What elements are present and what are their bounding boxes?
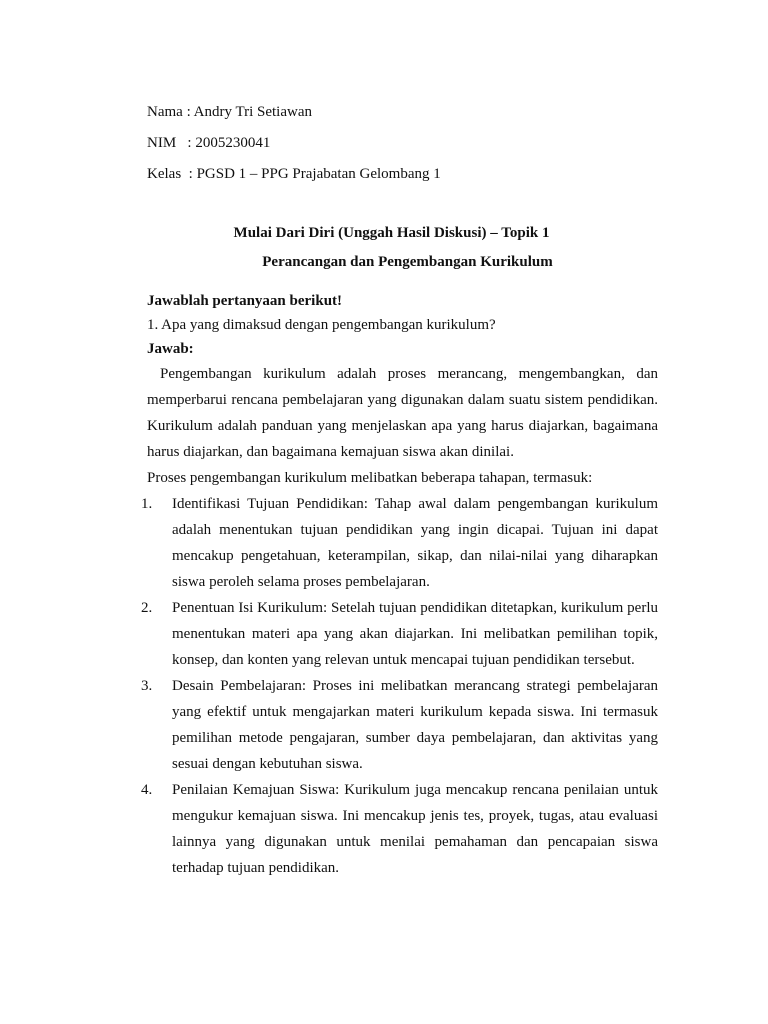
instruction-heading: Jawablah pertanyaan berikut! xyxy=(147,293,343,309)
answer-paragraph: Pengembangan kurikulum adalah proses merancang, mengembangkan, dan memperbarui rencana pembelajaran yang digunakan dalam suatu sistem pendidikan. Kurikulum adalah panduan yang menjelaskan apa yang harus diajarkan, bagaimana harus diajarkan, dan bagaimana kemajuan siswa akan dinilai. xyxy=(147,366,658,460)
list-item-text: Identifikasi Tujuan Pendidikan: Tahap awal dalam pengembangan kurikulum adalah menentukan tujuan pendidikan yang ingin dicapai. Tujuan ini dapat mencakup pengetahuan, keterampilan, sikap, dan nilai-nilai yang diharapkan siswa peroleh selama proses pembelajaran. xyxy=(172,496,658,590)
student-class: Kelas : PGSD 1 – PPG Prajabatan Gelombang 1 xyxy=(147,166,441,182)
student-info xyxy=(147,100,658,186)
student-name: Nama : Andry Tri Setiawan xyxy=(147,104,312,120)
list-item-number: 4. xyxy=(141,782,153,798)
list-item xyxy=(141,673,658,777)
list-item-text: Penilaian Kemajuan Siswa: Kurikulum juga mencakup rencana penilaian untuk mengukur kemajuan siswa. Ini mencakup jenis tes, proyek, tugas, atau evaluasi lainnya yang digunakan untuk menilai pemahaman dan pencapaian siswa terhadap tujuan pendidikan. xyxy=(172,782,658,876)
list-item xyxy=(141,777,658,881)
document-subtitle: Perancangan dan Pengembangan Kurikulum xyxy=(262,254,553,270)
list-item xyxy=(141,491,658,595)
question-text: 1. Apa yang dimaksud dengan pengembangan kurikulum? xyxy=(147,317,496,333)
document-page xyxy=(141,100,658,881)
list-item-number: 2. xyxy=(141,600,153,616)
steps-intro: Proses pengembangan kurikulum melibatkan beberapa tahapan, termasuk: xyxy=(147,470,593,486)
steps-list xyxy=(141,491,658,881)
answer-label: Jawab: xyxy=(147,341,194,357)
list-item-number: 3. xyxy=(141,678,153,694)
document-title: Mulai Dari Diri (Unggah Hasil Diskusi) – Topik 1 xyxy=(233,225,550,241)
student-nim: NIM : 2005230041 xyxy=(147,135,271,151)
list-item-text: Penentuan Isi Kurikulum: Setelah tujuan pendidikan ditetapkan, kurikulum perlu menentukan materi apa yang akan diajarkan. Ini melibatkan pemilihan topik, konsep, dan konten yang relevan untuk mencapai tujuan pendidikan tersebut. xyxy=(172,600,658,668)
list-item-text: Desain Pembelajaran: Proses ini melibatkan merancang strategi pembelajaran yang efektif untuk mengajarkan materi kurikulum kepada siswa. Ini termasuk pemilihan metode pengajaran, sumber daya pembelajaran, dan aktivitas yang sesuai dengan kebutuhan siswa. xyxy=(172,678,658,772)
list-item xyxy=(141,595,658,673)
list-item-number: 1. xyxy=(141,496,153,512)
